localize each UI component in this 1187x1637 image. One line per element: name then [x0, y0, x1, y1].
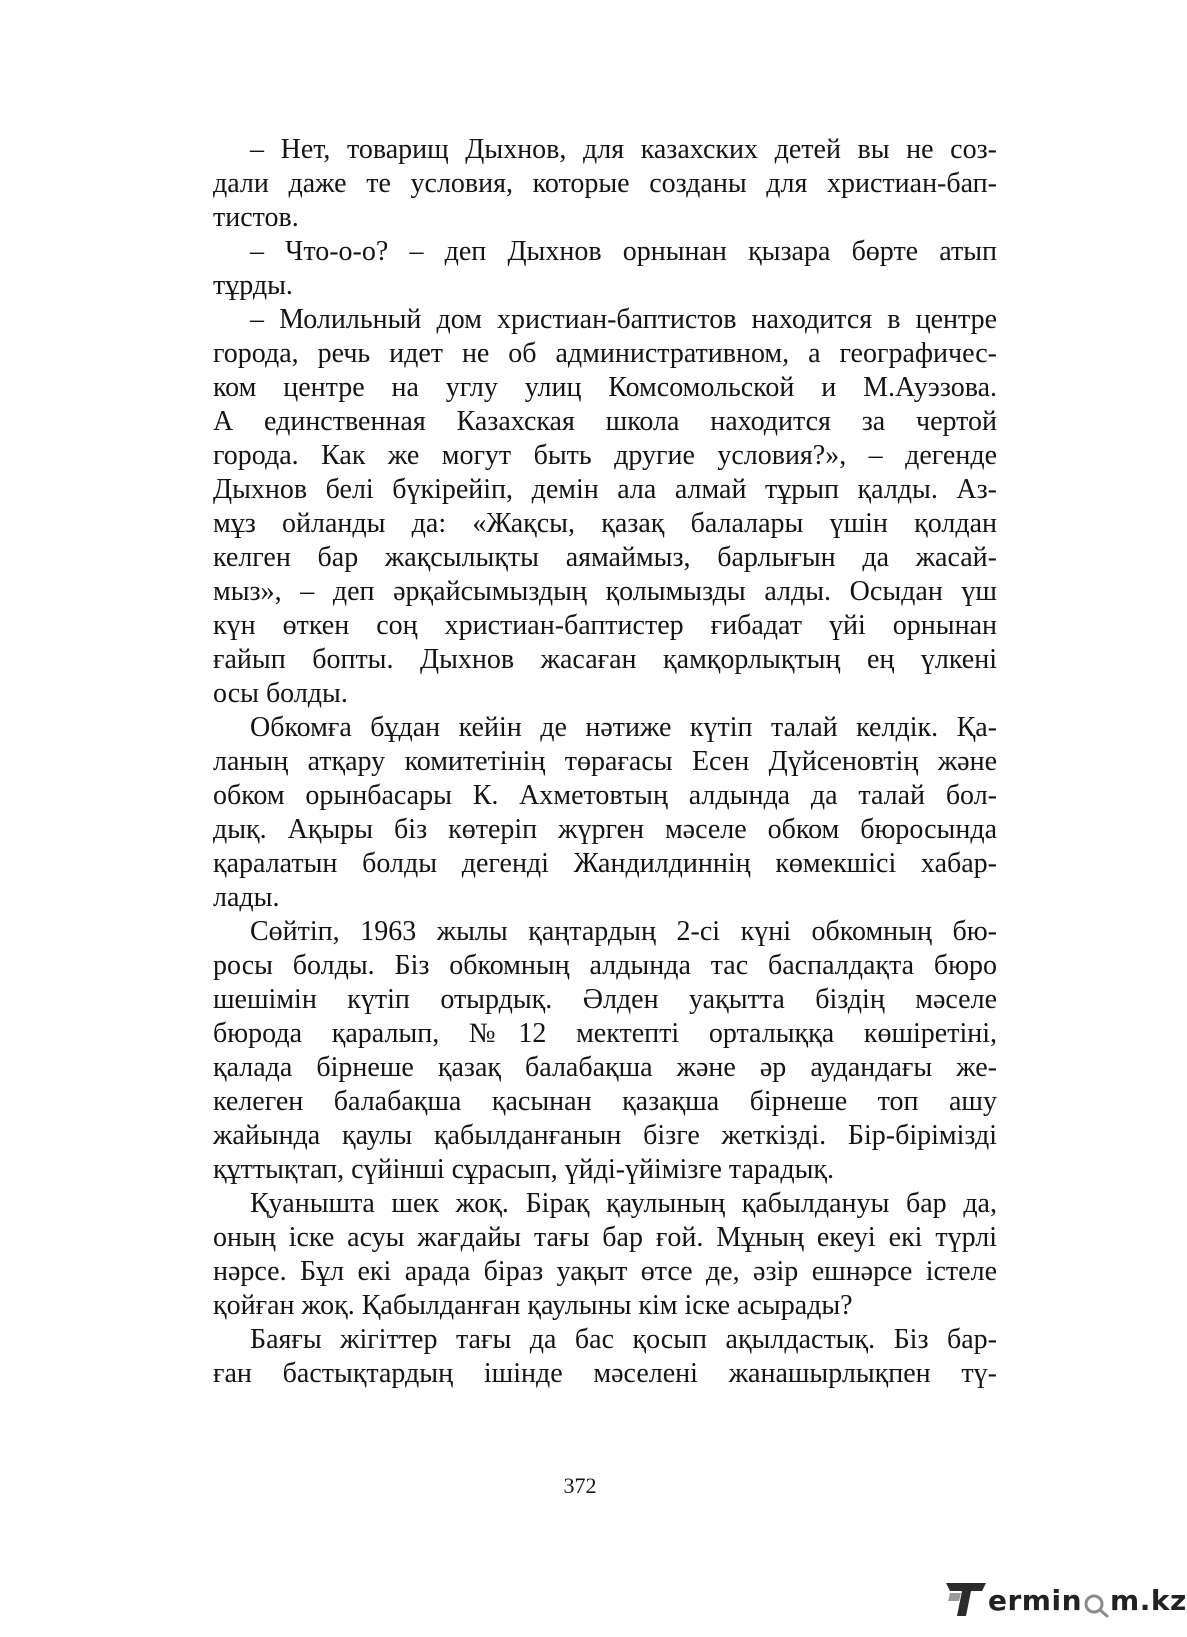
text-line: жайында қаулы қабылданғанын бізге жеткізді. Бір-бірімізді [213, 1120, 997, 1151]
text-line: дали даже те условия, которые созданы для христиан-бап- [213, 168, 997, 199]
text-line: шешімін күтіп отырдық. Әлден уақытта біздің мәселе [213, 984, 997, 1015]
text-line: қойған жоқ. Қабылданған қаулыны кім іске асырады? [213, 1290, 853, 1321]
watermark-text-end: m.kz [1110, 1584, 1187, 1617]
text-line: – Молильный дом христиан-баптистов находится в центре [250, 304, 997, 335]
text-line: мұз ойланды да: «Жақсы, қазақ балалары үшін қолдан [213, 508, 997, 539]
text-line: мыз», – деп әрқайсымыздың қолымызды алды. Осыдан үш [213, 576, 997, 607]
text-line: дық. Ақыры біз көтеріп жүрген мәселе обком бюросында [213, 814, 997, 845]
text-line: Баяғы жігіттер тағы да бас қосып ақылдастық. Біз бар- [250, 1324, 997, 1355]
text-line: күн өткен соң христиан-баптистер ғибадат үйі орнынан [213, 610, 997, 641]
text-line: города, речь идет не об административном, а географичес- [213, 338, 997, 369]
text-line: обком орынбасары К. Ахметовтың алдында да талай бол- [213, 780, 997, 811]
text-line: тұрды. [213, 270, 293, 301]
text-line: келген бар жақсылықты аямаймыз, барлығын да жасай- [213, 542, 997, 573]
watermark-logo [944, 1578, 1187, 1618]
text-line: қаралатын болды дегенді Жандилдиннің көмекшісі хабар- [213, 848, 997, 879]
text-line: Қуаныштa шек жоқ. Бірақ қаулының қабылдануы бар да, [250, 1188, 997, 1219]
text-line: – Что-о-о? – деп Дыхнов орнынан қызара бөрте атып [250, 236, 997, 267]
text-line: росы болды. Біз обкомның алдында тас баспалдақта бюро [213, 950, 997, 981]
magnifier-icon [1082, 1584, 1110, 1618]
text-line: нәрсе. Бұл екі арада біраз уақыт өтсе де, әзір ешнәрсе істеле [213, 1256, 997, 1287]
text-line: келеген балабақша қасынан қазақша бірнеше топ ашу [213, 1086, 997, 1117]
text-line: оның іске асуы жағдайы тағы бар ғой. Мұның екеуі екі түрлі [213, 1222, 997, 1253]
text-line: ған бастықтардың ішінде мәселені жанашырлықпен тү- [213, 1358, 997, 1389]
text-line: тистов. [213, 202, 299, 233]
text-line: Дыхнов белі бүкірейіп, демін ала алмай тұрып қалды. Аз- [213, 474, 997, 505]
page-number: 372 [563, 1473, 597, 1498]
text-line: Сөйтіп, 1963 жылы қаңтардың 2-сі күні обкомның бю- [250, 916, 997, 947]
watermark-text-start: ermin [988, 1584, 1083, 1617]
text-line: ком центре на углу улиц Комсомольской и М.Ауэзова. [213, 372, 997, 403]
text-line: А единственная Казахская школа находится за чертой [213, 406, 997, 437]
text-line: құттықтап, сүйінші сұрасып, үйді-үйімізге тарадық. [213, 1154, 835, 1185]
text-line: осы болды. [213, 678, 348, 709]
text-line: ғайып бопты. Дыхнов жасаған қамқорлықтың ең үлкені [213, 644, 997, 675]
text-line: Обкомға бұдан кейін де нәтиже күтіп талай келдік. Қа- [250, 712, 997, 743]
text-line: бюрода қаралып, №12 мектепті орталыққа көшіретіні, [213, 1018, 997, 1049]
t-logo-icon [944, 1580, 988, 1618]
text-line: – Нет, товарищ Дыхнов, для казахских детей вы не соз- [250, 134, 997, 165]
text-line: қалада бірнеше қазақ балабақша және әр аудандағы же- [213, 1052, 997, 1083]
text-line: лады. [213, 882, 280, 913]
text-line: города. Как же могут быть другие условия?», – дегенде [213, 440, 997, 471]
text-line: ланың атқару комитетінің төрағасы Есен Дүйсеновтің және [213, 746, 997, 777]
